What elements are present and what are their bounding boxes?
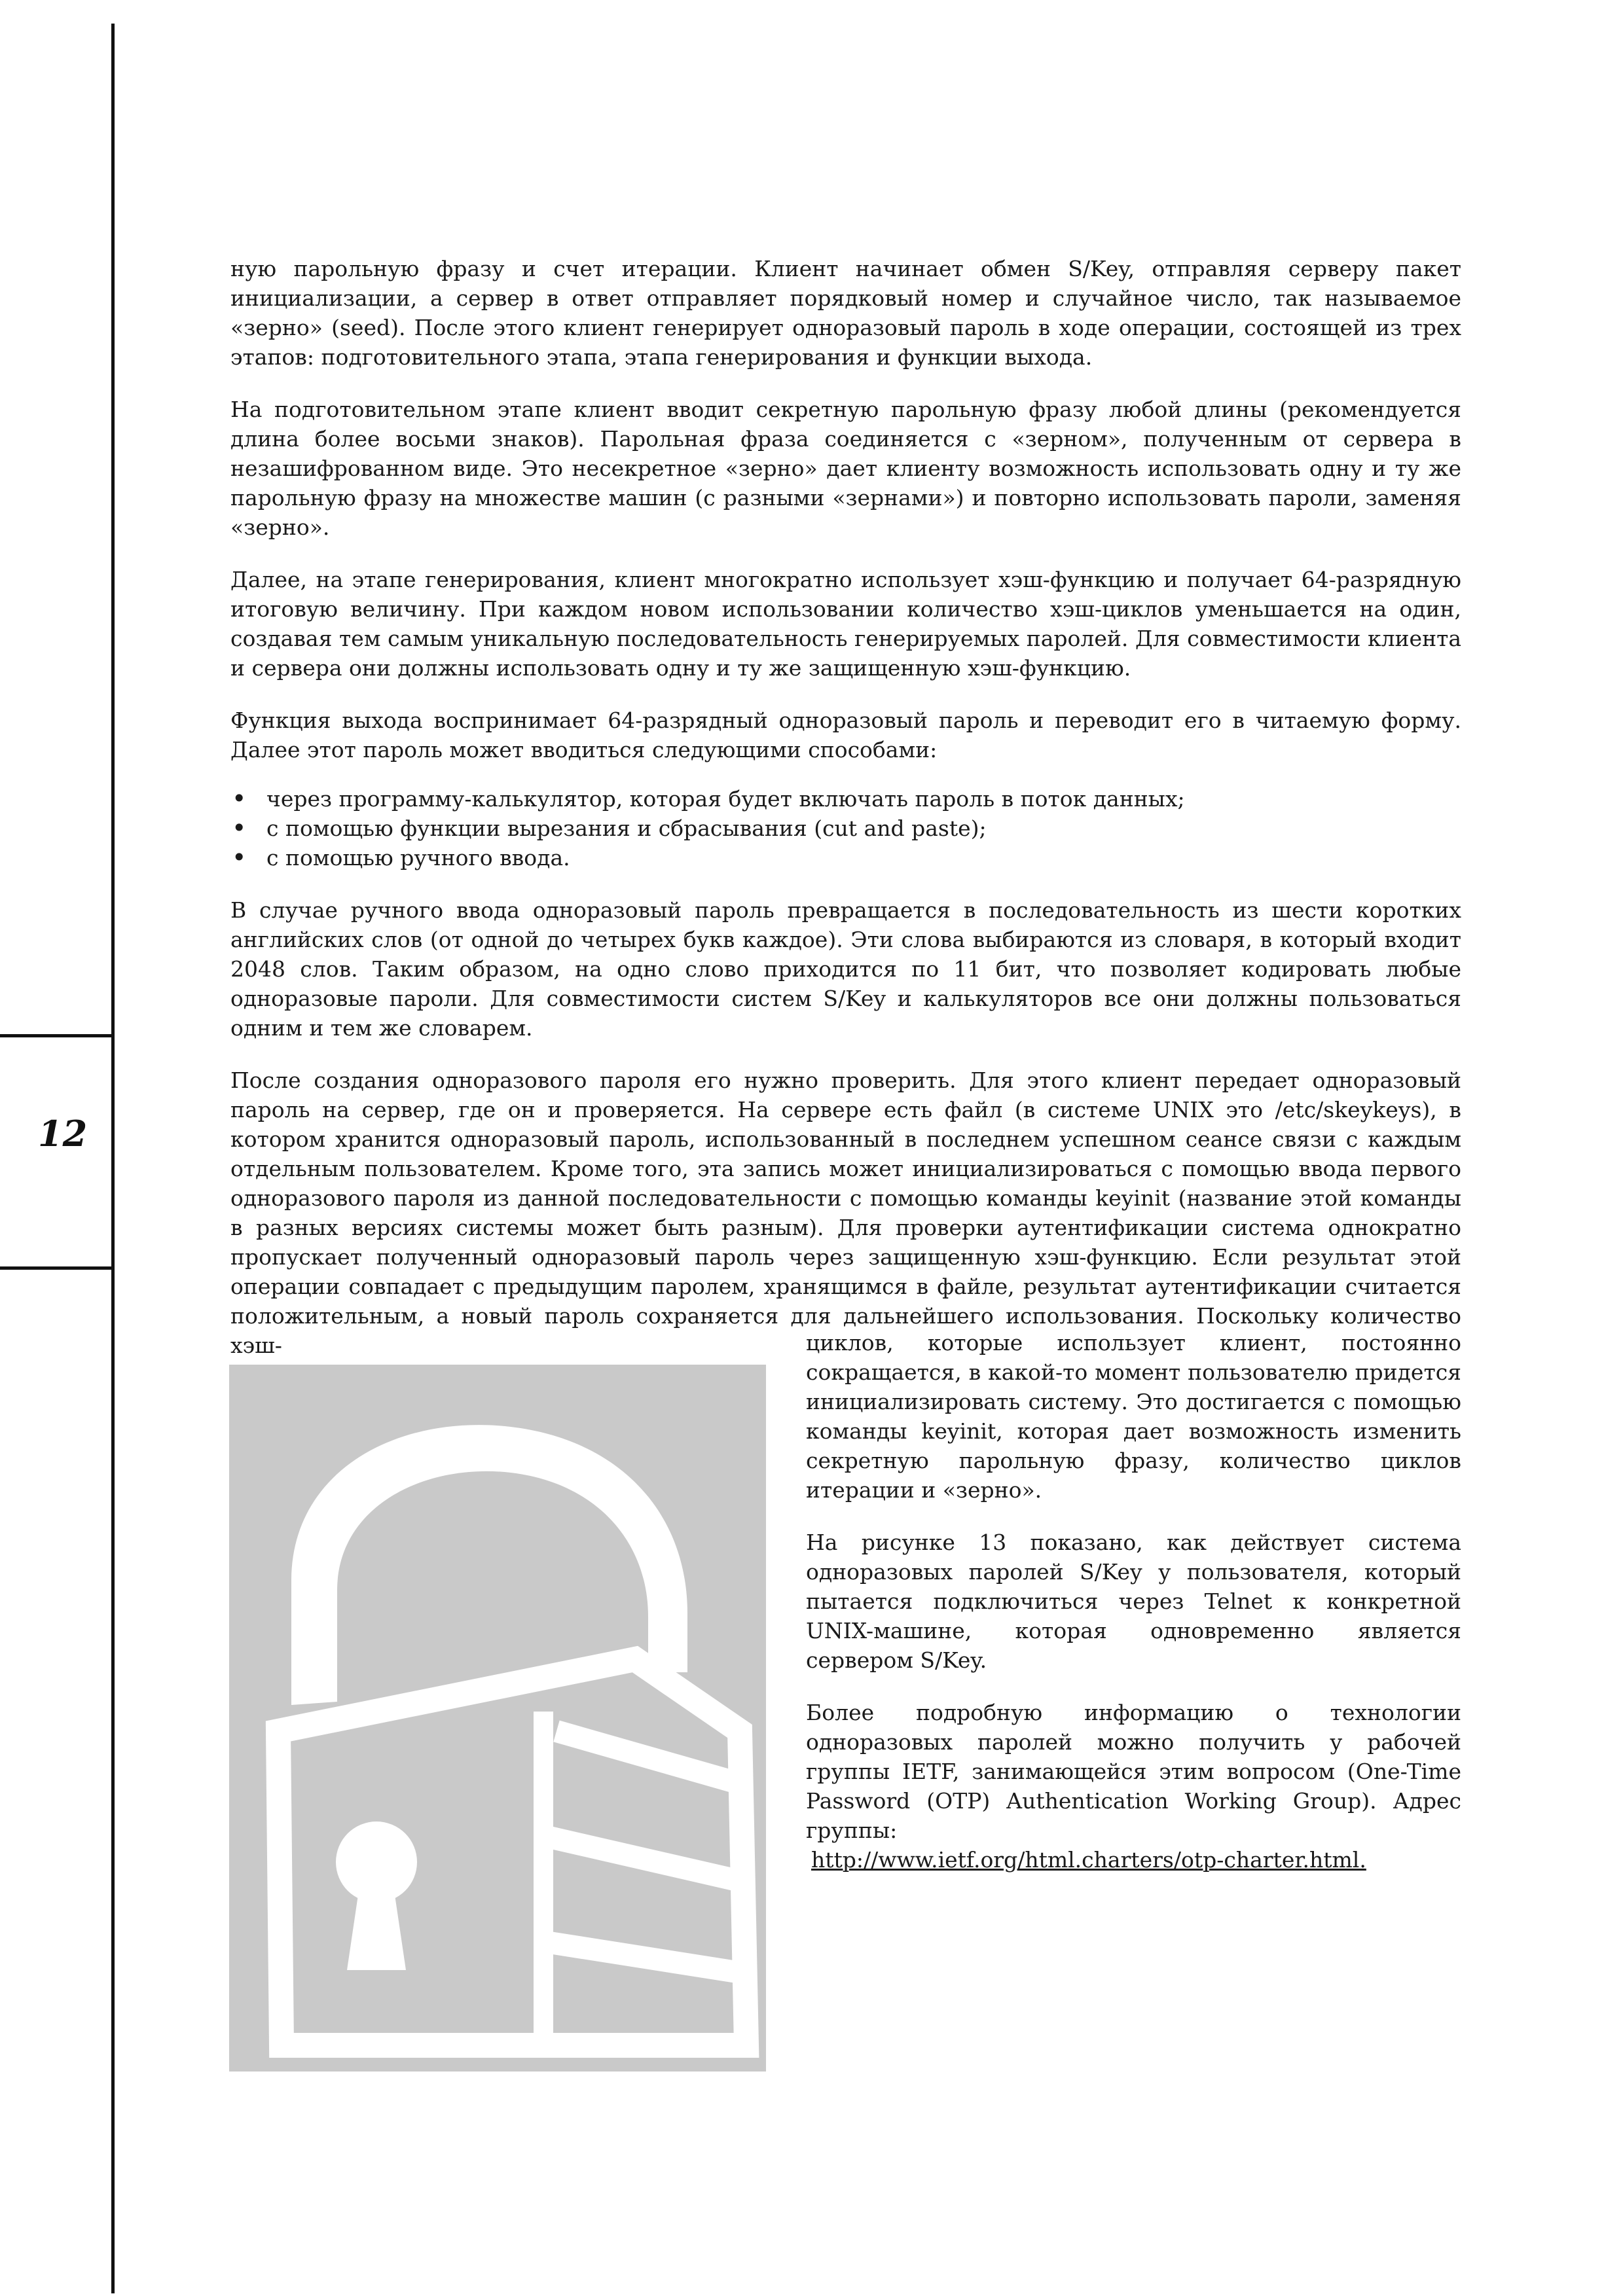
otp-charter-link[interactable]: http://www.ietf.org/html.charters/otp-charter.html. — [811, 1847, 1366, 1873]
paragraph: Далее, на этапе генерирования, клиент многократно использует хэш-функцию и получает 64-разрядную итоговую величину. При каждом новом использовании количество хэш-циклов уменьшается на один, создавая тем самым уникальную последовательность генерируемых паролей. Для совместимости клиента и сервера они должны использовать одну и ту же защищенную хэш-функцию. — [230, 567, 1461, 681]
padlock-icon — [229, 1365, 805, 2072]
paragraph: циклов, которые использует клиент, постоянно сокращается, в какой-то момент пользователю придется инициализировать систему. Это достигается с помощью команды keyinit, которая дает возможность изменить секретную парольную фразу, количество циклов итерации и «зерно». — [806, 1330, 1461, 1503]
paragraph: В случае ручного ввода одноразовый пароль превращается в последовательность из шести коротких английских слов (от одной до четырех букв каждое). Эти слова выбираются из словаря, в который входит 2048 слов. Таким образом, на одно слово приходится по 11 бит, что позволяет кодировать любые одноразовые пароли. Для совместимости систем S/Key и калькуляторов все они должны пользоваться одним и тем же словарем. — [230, 897, 1461, 1041]
main-text — [230, 254, 1461, 1360]
paragraph: ную парольную фразу и счет итерации. Клиент начинает обмен S/Key, отправляя серверу пакет инициализации, а сервер в ответ отправляет порядковый номер и случайное число, так называемое «зерно» (seed). После этого клиент генерирует одноразовый пароль в ходе операции, состоящей из трех этапов: подготовительного этапа, этапа генерирования и функции выхода. — [230, 256, 1461, 370]
list-item: • с помощью ручного ввода. — [230, 843, 1461, 872]
paragraph: На подготовительном этапе клиент вводит секретную парольную фразу любой длины (рекомендуется длина более восьми знаков). Парольная фраза соединяется с «зерном», полученным от сервера в незашифрованном виде. Это несекретное «зерно» дает клиенту возможность использовать одну и ту же парольную фразу на множестве машин (с разными «зернами») и повторно использовать пароли, заменяя «зерно». — [230, 397, 1461, 540]
paragraph: Функция выхода воспринимает 64-разрядный одноразовый пароль и переводит его в читаемую форму. Далее этот пароль может вводиться следующими способами: — [230, 708, 1461, 762]
paragraph: Более подробную информацию о технологии одноразовых паролей можно получить у рабочей группы IETF, занимающейся этим вопросом (One-Time Password (OTP) Authentication Working Group). Адрес группы: — [806, 1700, 1461, 1843]
paragraph: После создания одноразового пароля его нужно проверить. Для этого клиент передает одноразовый пароль на сервер, где он и проверяется. На сервере есть файл (в системе UNIX это /etc/skeykeys), в котором хранится одноразовый пароль, использованный в последнем успешном сеансе связи с каждым отдельным пользователем. Кроме того, эта запись может инициализироваться с помощью ввода первого одноразового пароля из данной последовательности с помощью команды keyinit (название этой команды в разных версиях системы может быть разным). Для проверки аутентификации система однократно пропускает полученный одноразовый пароль через защищенную хэш-функцию. Если результат этой операции совпадает с предыдущим паролем, хранящимся в файле, результат аутентификации считается положительным, а новый пароль сохраняется для дальнейшего использования. Поскольку количество хэш- — [230, 1067, 1461, 1358]
paragraph: На рисунке 13 показано, как действует система одноразовых паролей S/Key у пользователя, который пытается подключиться через Telnet к конкретной UNIX-машине, которая одновременно является сервером S/Key. — [806, 1530, 1461, 1673]
page-number: 12 — [38, 1113, 88, 1155]
bullet-list — [230, 784, 1461, 872]
list-item: • с помощью функции вырезания и сбрасывания (cut and paste); — [230, 814, 1461, 843]
list-item: • через программу-калькулятор, которая будет включать пароль в поток данных; — [230, 784, 1461, 814]
side-text — [806, 1328, 1461, 1874]
